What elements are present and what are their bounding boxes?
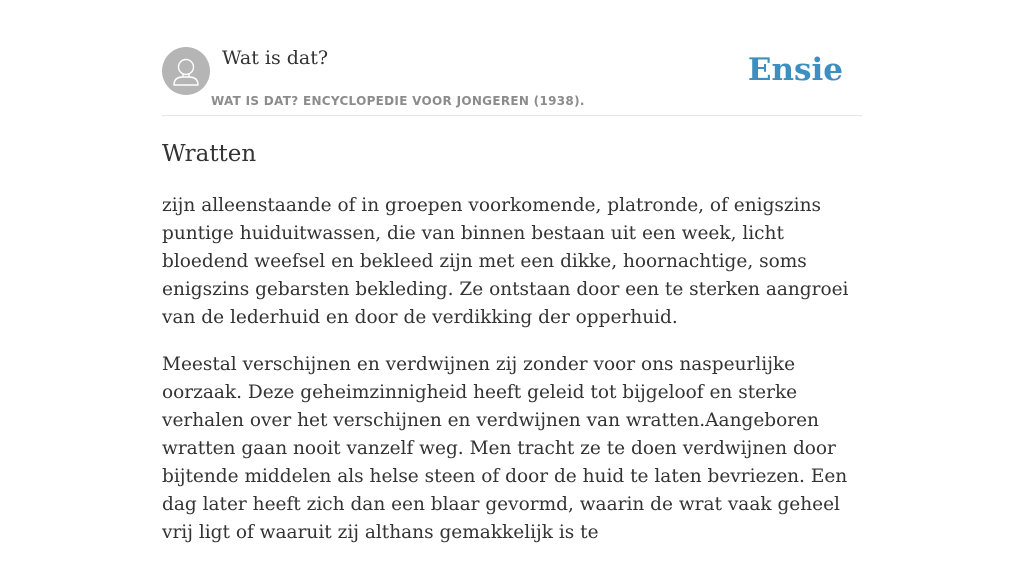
user-icon[interactable]: [162, 47, 210, 95]
article-paragraph-1: zijn alleenstaande of in groepen voorkomende, platronde, of enigszins puntige huiduitwassen, die van binnen bestaan uit een week, licht bloedend weefsel en bekleed zijn met een dikke, hoornachtige, soms enigszins gebarsten bekleding. Ze ontstaan door een te sterken aangroei van de lederhuid en door de verdikking der opperhuid.: [162, 195, 849, 328]
content-column: [162, 0, 862, 543]
article-title: Wratten: [162, 141, 257, 167]
source-subtitle: WAT IS DAT? ENCYCLOPEDIE VOOR JONGEREN (1938).: [211, 94, 585, 108]
source-header: [162, 0, 862, 116]
brand-logo[interactable]: Ensie: [747, 52, 843, 88]
article-body: [162, 192, 864, 566]
article-paragraph-2: Meestal verschijnen en verdwijnen zij zonder voor ons naspeurlijke oorzaak. Deze geheimzinnigheid heeft geleid tot bijgeloof en sterke verhalen over het verschijnen en verdwijnen van wratten.Aangeboren wratten gaan nooit vanzelf weg. Men tracht ze te doen verdwijnen door bijtende middelen als helse steen of door de huid te laten bevriezen. Een dag later heeft zich dan een blaar gevormd, waarin de wrat vaak geheel vrij ligt of waaruit zij althans gemakkelijk is te: [162, 354, 848, 543]
source-name[interactable]: Wat is dat?: [222, 47, 329, 69]
